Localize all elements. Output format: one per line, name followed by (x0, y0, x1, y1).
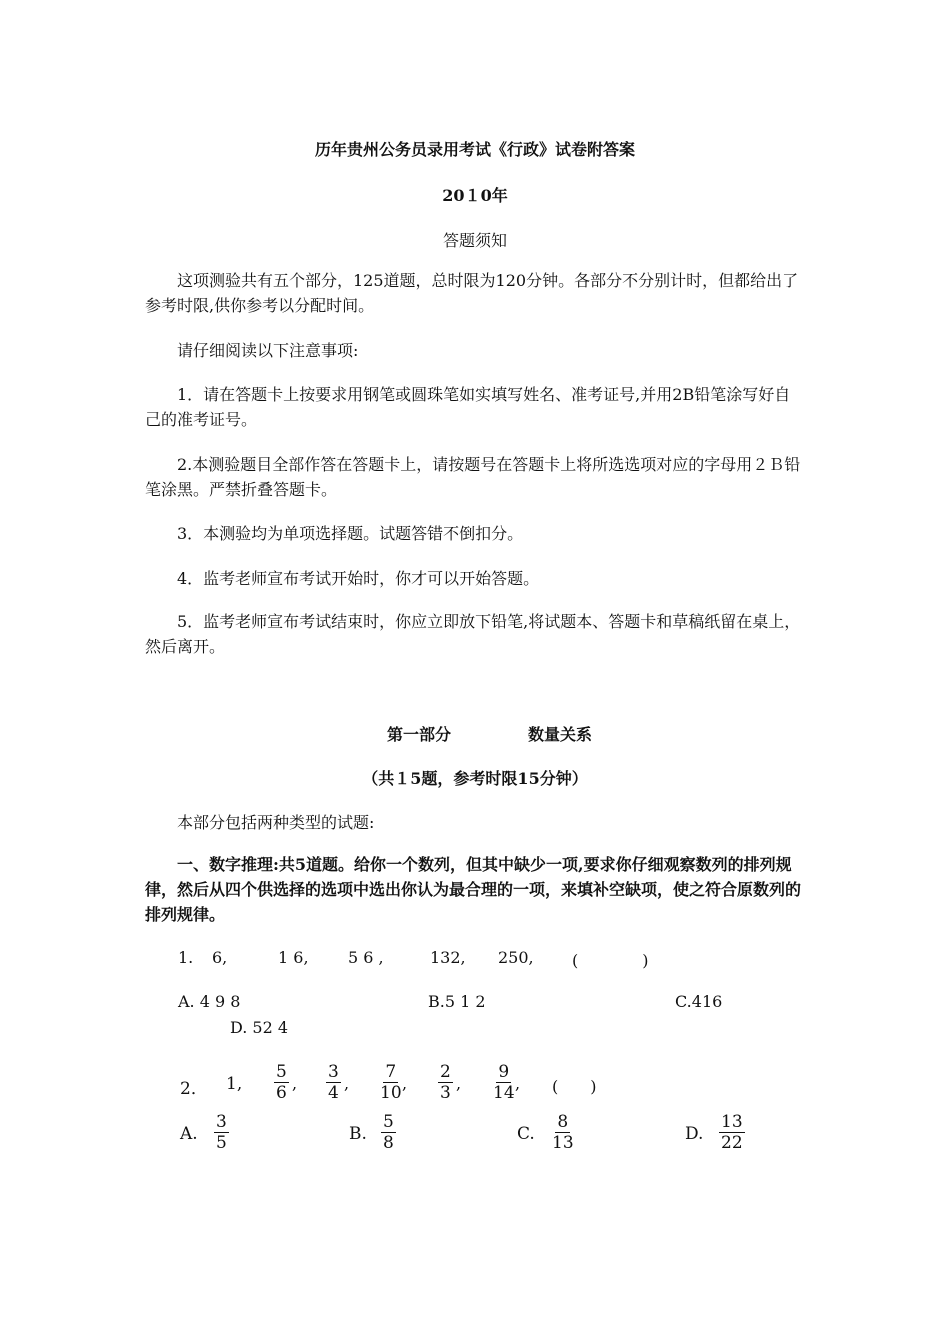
notice-heading: 答题须知 (442, 231, 507, 250)
fraction-numerator: 2 (440, 1062, 451, 1082)
rule-item: 3．本测验均为单项选择题。试题答错不倒扣分。 (177, 524, 524, 543)
q1-term: 250, (498, 948, 534, 967)
document-page: 历年贵州公务员录用考试《行政》试卷附答案 20１0年 答题须知 这项测验共有五个部分，125道题，总时限为120分钟。各部分不分别计时，但都给出了参考时限,供你参考以分配时间。 请仔细阅读以下注意事项: 1．请在答题卡上按要求用钢笔或圆珠笔如实填写姓名、准考证号,并用2B铅笔涂写好自己的准考证号。 2.本测验题目全部作答在答题卡上，请按题号在答题卡上将所选选项对应的字母用２Ｂ铅笔涂黑。严禁折叠答题卡。 3．本测验均为单项选择题。试题答错不倒扣分。 4．监考老师宣布考试开始时，你才可以开始答题。 5．监考老师宣布考试结束时，你应立即放下铅笔,将试题本、答题卡和草稿纸留在桌上，然后离开。 第一部分 数量关系 （共１5题，参考时限15分钟） 本部分包括两种类型的试题: 一、数字推理:共5道题。给你一个数列，但其中缺少一项,要求你仔细观察数列的排列规律，然后从四个供选择的选项中选出你认为最合理的一项，来填补空缺项，使之符合原数列的排列规律。 1. 6, 1 6, 5 6 , 132, 250, ( ) A. 4 9 8 B.5 1 2 C.416 D. 52 4 2． 1, $\frac{5}{6}$ , $\frac{3}{4}$ , $\frac{7}{10}$ , $\frac{2}{3}$ , $\frac{9}{14}$ , ( ) A. $\frac{3}{5}$ B. $\frac{5}{8}$ C. $\frac{8}{13}$ D. $\frac{13}{22}$ (0, 0, 950, 1344)
fraction-numerator: 7 (385, 1062, 397, 1082)
q2-first-term: 1, (226, 1074, 243, 1094)
fraction-denominator: 5 (216, 1133, 227, 1153)
document-title: 历年贵州公务员录用考试《行政》试卷附答案 (314, 140, 635, 159)
q2-option-d-letter: D. (685, 1124, 704, 1144)
q2-blank: ( ) (552, 1077, 597, 1096)
q1-option-d: D. 52 4 (230, 1018, 289, 1037)
q1-number: 1. (178, 948, 194, 967)
q2-fraction (274, 1062, 289, 1103)
q1-option-b: B.5 1 2 (428, 992, 486, 1011)
fraction-denominator: 10 (380, 1083, 402, 1103)
q2-option-c-fraction (550, 1112, 576, 1153)
rule-item: 1．请在答题卡上按要求用钢笔或圆珠笔如实填写姓名、准考证号,并用2B铅笔涂写好自己的准考证号。 (145, 385, 791, 429)
q1-term: 1 6, (278, 948, 309, 967)
intro-paragraph: 这项测验共有五个部分，125道题，总时限为120分钟。各部分不分别计时，但都给出了参考时限,供你参考以分配时间。 (145, 271, 799, 315)
fraction-numerator: 3 (216, 1112, 227, 1132)
fraction-denominator: 14 (493, 1083, 515, 1103)
q2-fraction (378, 1062, 404, 1103)
fraction-numerator: 8 (557, 1112, 569, 1132)
q1-term: 132, (430, 948, 466, 967)
q2-option-b-fraction (381, 1112, 396, 1153)
fraction-numerator: 5 (383, 1112, 394, 1132)
fraction-denominator: 22 (721, 1133, 743, 1153)
exam-year: 20１0年 (442, 186, 508, 205)
q2-option-a-fraction (214, 1112, 229, 1153)
q2-option-a-letter: A. (180, 1124, 198, 1144)
q2-option-d-fraction (719, 1112, 745, 1153)
q2-fraction (326, 1062, 341, 1103)
fraction-numerator: 3 (328, 1062, 339, 1082)
fraction-numerator: 9 (498, 1062, 510, 1082)
read-note: 请仔细阅读以下注意事项: (177, 341, 359, 360)
part-time-note: （共１5题，参考时限15分钟） (362, 769, 588, 788)
fraction-denominator: 6 (276, 1083, 287, 1103)
q2-fraction (491, 1062, 517, 1103)
q1-term: 6, (212, 948, 228, 967)
rule-item: 2.本测验题目全部作答在答题卡上，请按题号在答题卡上将所选选项对应的字母用２Ｂ铅笔涂黑。严禁折叠答题卡。 (145, 455, 801, 499)
q2-option-c-letter: C. (517, 1124, 535, 1144)
rule-item: 5．监考老师宣布考试结束时，你应立即放下铅笔,将试题本、答题卡和草稿纸留在桌上，然后离开。 (145, 612, 801, 656)
fraction-denominator: 4 (328, 1083, 339, 1103)
q2-option-b-letter: B. (349, 1124, 367, 1144)
fraction-denominator: 8 (383, 1133, 394, 1153)
fraction-denominator: 13 (552, 1133, 574, 1153)
part-name: 数量关系 (528, 725, 593, 744)
q1-option-c: C.416 (675, 992, 723, 1011)
fraction-denominator: 3 (440, 1083, 451, 1103)
fraction-numerator: 13 (721, 1112, 743, 1132)
section-instructions: 一、数字推理:共5道题。给你一个数列，但其中缺少一项,要求你仔细观察数列的排列规律，然后从四个供选择的选项中选出你认为最合理的一项，来填补空缺项，使之符合原数列的排列规律。 (145, 855, 802, 924)
types-intro: 本部分包括两种类型的试题: (177, 813, 375, 832)
q1-term: 5 6 , (348, 948, 384, 967)
q2-fraction (438, 1062, 453, 1103)
q1-blank: ( ) (572, 951, 649, 970)
rule-item: 4．监考老师宣布考试开始时，你才可以开始答题。 (177, 569, 540, 588)
q1-option-a: A. 4 9 8 (178, 992, 241, 1011)
q2-number: 2． (180, 1079, 208, 1099)
fraction-numerator: 5 (276, 1062, 287, 1082)
part-label: 第一部分 (387, 725, 452, 744)
